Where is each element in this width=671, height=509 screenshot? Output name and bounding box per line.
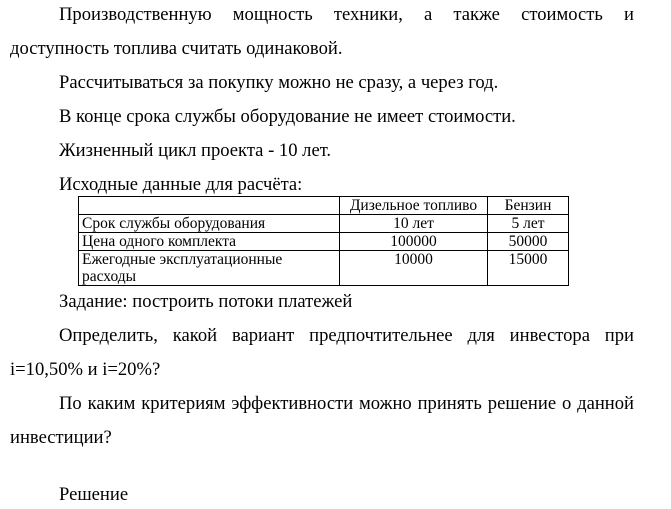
table-header-row [79,197,569,215]
question-criteria-line-1: По каким критериям эффективности можно принять решение о данной [59,393,634,414]
task-statement: Задание: построить потоки платежей [59,291,353,312]
table-header-cell: Дизельное топливо [340,197,488,215]
table-cell: Цена одного комплекта [79,233,340,251]
table-row [79,233,569,251]
paragraph-capacity-line-1: Производственную мощность техники, а также стоимость и [59,4,634,25]
paragraph-capacity-line-2: доступность топлива считать одинаковой. [10,38,343,59]
table-cell: 10000 [340,251,488,286]
solution-heading: Решение [59,484,129,505]
table-cell: 50000 [488,233,569,251]
question-preference-line-2: i=10,50% и i=20%? [10,359,161,380]
table-cell: Срок службы оборудования [79,215,340,233]
table-row [79,251,569,286]
paragraph-input-data: Исходные данные для расчёта: [59,174,303,195]
question-criteria-line-2: инвестиции? [10,427,112,448]
paragraph-lifecycle: Жизненный цикл проекта - 10 лет. [59,140,332,161]
input-data-table [78,196,569,286]
table-cell: 100000 [340,233,488,251]
question-preference-line-1: Определить, какой вариант предпочтительнее для инвестора при [59,325,634,346]
table-cell: 10 лет [340,215,488,233]
paragraph-residual-value: В конце срока службы оборудование не имеет стоимости. [59,106,516,127]
table-header-cell [79,197,340,215]
paragraph-payment: Рассчитываться за покупку можно не сразу, а через год. [59,72,499,93]
table-cell: Ежегодные эксплуатационные расходы [79,251,340,286]
table-row [79,215,569,233]
table-cell: 15000 [488,251,569,286]
table-header-cell: Бензин [488,197,569,215]
table-cell: 5 лет [488,215,569,233]
